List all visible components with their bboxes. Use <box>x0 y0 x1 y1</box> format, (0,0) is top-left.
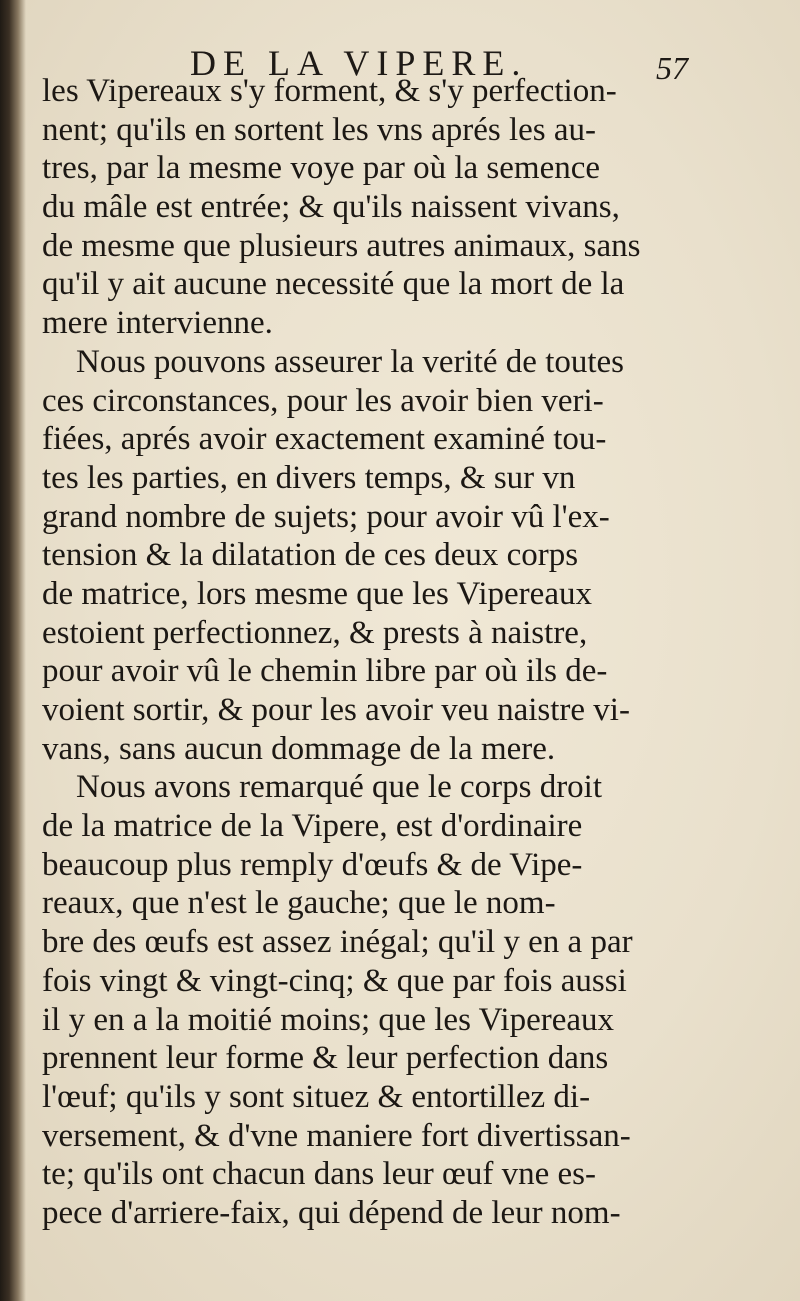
text-line: l'œuf; qu'ils y sont situez & entortillez di- <box>42 1078 591 1115</box>
text-line: prennent leur forme & leur perfection dans <box>42 1040 609 1077</box>
text-line: pece d'arriere-faix, qui dépend de leur nom- <box>42 1194 621 1231</box>
text-line: les Vipereaux s'y forment, & s'y perfection- <box>42 73 617 109</box>
text-line: de mesme que plusieurs autres animaux, sans <box>42 227 641 264</box>
text-line: estoient perfectionnez, & prests à naistre, <box>42 614 588 651</box>
text-line: fiées, aprés avoir exactement examiné tou- <box>42 421 607 458</box>
text-line: mere intervienne. <box>42 305 273 342</box>
text-line: te; qu'ils ont chacun dans leur œuf vne es- <box>42 1156 596 1193</box>
text-line: beaucoup plus remply d'œufs & de Vipe- <box>42 846 583 883</box>
text-line: nent; qu'ils en sortent les vns aprés les au- <box>42 111 596 148</box>
text-line: versement, & d'vne maniere fort divertissan- <box>42 1117 631 1154</box>
running-title: DE LA VIPERE. <box>190 43 528 83</box>
text-line: voient sortir, & pour les avoir veu naistre vi- <box>42 692 630 728</box>
text-line: tension & la dilatation de ces deux corps <box>42 537 579 574</box>
text-line: du mâle est entrée; & qu'ils naissent vivans, <box>42 189 620 226</box>
body-text <box>42 72 682 1233</box>
text-line: fois vingt & vingt-cinq; & que par fois aussi <box>42 962 627 999</box>
text-line: il y en a la moitié moins; que les Vipereaux <box>42 1001 615 1038</box>
text-line: de la matrice de la Vipere, est d'ordinaire <box>42 808 583 845</box>
text-line: pour avoir vû le chemin libre par où ils de- <box>42 653 608 690</box>
page-number: 57 <box>656 50 688 86</box>
text-line: de matrice, lors mesme que les Vipereaux <box>42 575 592 612</box>
text-line: ces circonstances, pour les avoir bien veri- <box>42 382 604 419</box>
text-line: reaux, que n'est le gauche; que le nom- <box>42 885 556 922</box>
text-line: bre des œufs est assez inégal; qu'il y en a par <box>42 924 633 961</box>
text-line: qu'il y ait aucune necessité que la mort de la <box>42 266 625 303</box>
text-line: tres, par la mesme voye par où la semence <box>42 150 601 187</box>
text-line: vans, sans aucun dommage de la mere. <box>42 730 556 767</box>
paragraph-start-line: Nous pouvons asseurer la verité de toutes <box>76 343 625 380</box>
text-line: grand nombre de sujets; pour avoir vû l'ex- <box>42 498 610 535</box>
book-binding-edge <box>0 0 26 1301</box>
text-line: tes les parties, en divers temps, & sur vn <box>42 459 576 496</box>
paragraph-start-line: Nous avons remarqué que le corps droit <box>76 769 603 806</box>
